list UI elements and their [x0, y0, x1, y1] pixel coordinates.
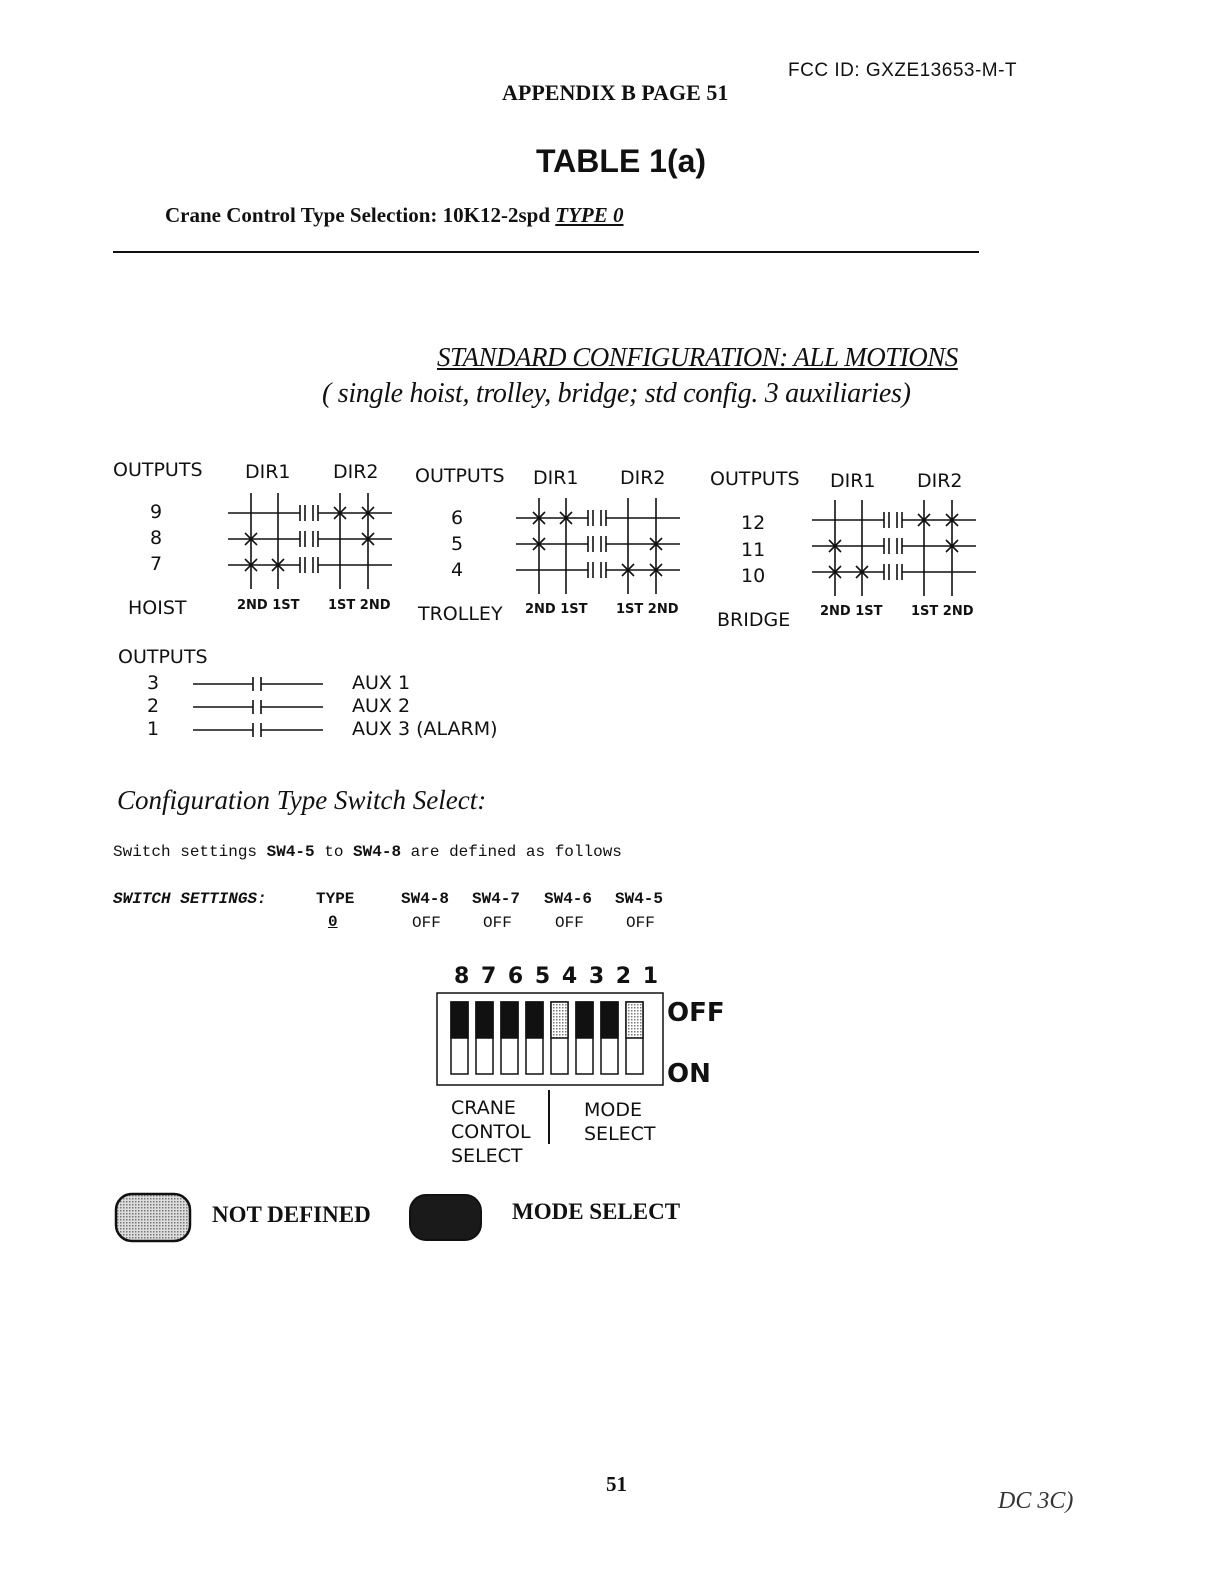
- subtitle-type: TYPE 0: [555, 203, 624, 227]
- hoist-contact-diagram: [228, 493, 394, 593]
- mode-select-caption: [584, 1098, 656, 1146]
- desc-sw4-8: SW4-8: [353, 843, 402, 861]
- hoist-name: HOIST: [128, 597, 187, 619]
- trolley-output-6: 6: [451, 507, 464, 529]
- aux-label-1: AUX 1: [352, 672, 411, 694]
- hoist-output-7: 7: [150, 553, 163, 575]
- trolley-dir2-label: DIR2: [620, 467, 666, 489]
- bridge-dir2-label: DIR2: [917, 470, 963, 492]
- aux-output-2: 2: [147, 695, 160, 717]
- trolley-contact-diagram: [516, 498, 682, 598]
- standard-config-note: ( single hoist, trolley, bridge; std config. 3 auxiliaries): [322, 378, 911, 409]
- config-heading: Configuration Type Switch Select:: [117, 785, 487, 815]
- switch-description: [113, 843, 622, 861]
- caption-mode: MODE: [584, 1099, 642, 1121]
- dip-on-label: ON: [667, 1059, 711, 1089]
- caption-contol: CONTOL: [451, 1121, 531, 1143]
- mode-select-swatch: [408, 1193, 484, 1243]
- handwritten-note: DC 3C): [998, 1488, 1074, 1514]
- caption-select: SELECT: [451, 1145, 523, 1167]
- switch-settings-label: SWITCH SETTINGS:: [113, 890, 267, 908]
- sw4-7-value: OFF: [483, 914, 512, 932]
- dip-switch: [436, 992, 666, 1088]
- hoist-right-sub: 1ST 2ND: [328, 598, 391, 613]
- aux-label-2: AUX 2: [352, 695, 411, 717]
- aux-output-1: 1: [147, 718, 160, 740]
- type-value: 0: [328, 913, 338, 931]
- sw4-5-value: OFF: [626, 914, 655, 932]
- bridge-output-11: 11: [741, 539, 766, 561]
- sw4-8-header: SW4-8: [401, 890, 450, 908]
- hoist-outputs-label: OUTPUTS: [113, 459, 203, 481]
- standard-config-heading: STANDARD CONFIGURATION: ALL MOTIONS: [437, 342, 958, 372]
- trolley-output-4: 4: [451, 559, 464, 581]
- sw4-5-header: SW4-5: [615, 890, 664, 908]
- table-title: TABLE 1(a): [536, 143, 707, 179]
- dip-off-label: OFF: [667, 998, 725, 1028]
- desc-part-c: to: [314, 843, 354, 861]
- bridge-contact-diagram: [812, 500, 978, 600]
- crane-control-caption: [451, 1096, 531, 1168]
- trolley-name: TROLLEY: [418, 603, 503, 625]
- header-rule: [113, 251, 979, 253]
- sw4-6-header: SW4-6: [544, 890, 593, 908]
- sw4-6-value: OFF: [555, 914, 584, 932]
- dip-switch-numbers: 8 7 6 5 4 3 2 1: [454, 964, 661, 989]
- trolley-outputs-label: OUTPUTS: [415, 465, 505, 487]
- trolley-dir1-label: DIR1: [533, 467, 579, 489]
- bridge-output-12: 12: [741, 512, 766, 534]
- caption-crane: CRANE: [451, 1097, 516, 1119]
- caption-mode-select: SELECT: [584, 1123, 656, 1145]
- page-number: 51: [606, 1472, 627, 1496]
- aux-label-3: AUX 3 (ALARM): [352, 718, 498, 740]
- trolley-output-5: 5: [451, 533, 464, 555]
- caption-divider: [548, 1090, 550, 1144]
- type-label: TYPE: [316, 890, 355, 908]
- aux-output-3: 3: [147, 672, 160, 694]
- subtitle-prefix: Crane Control Type Selection: 10K12-2spd: [165, 203, 556, 227]
- desc-sw4-5: SW4-5: [266, 843, 315, 861]
- desc-part-e: are defined as follows: [401, 843, 622, 861]
- bridge-right-sub: 1ST 2ND: [911, 604, 974, 619]
- legend-mode-select: MODE SELECT: [512, 1199, 681, 1224]
- hoist-output-8: 8: [150, 527, 163, 549]
- hoist-dir1-label: DIR1: [245, 461, 291, 483]
- desc-part-a: Switch settings: [113, 843, 267, 861]
- subtitle: [165, 203, 624, 228]
- trolley-left-sub: 2ND 1ST: [525, 602, 588, 617]
- fcc-id: FCC ID: GXZE13653-M-T: [788, 60, 1018, 81]
- trolley-right-sub: 1ST 2ND: [616, 602, 679, 617]
- bridge-name: BRIDGE: [717, 609, 791, 631]
- aux-contact-diagram: [193, 672, 327, 738]
- hoist-output-9: 9: [150, 501, 163, 523]
- not-defined-swatch: [114, 1192, 194, 1244]
- bridge-output-10: 10: [741, 565, 766, 587]
- bridge-left-sub: 2ND 1ST: [820, 604, 883, 619]
- sw4-8-value: OFF: [412, 914, 441, 932]
- legend-not-defined: NOT DEFINED: [212, 1202, 371, 1227]
- bridge-outputs-label: OUTPUTS: [710, 468, 800, 490]
- hoist-dir2-label: DIR2: [333, 461, 379, 483]
- appendix-heading: APPENDIX B PAGE 51: [502, 80, 729, 105]
- hoist-left-sub: 2ND 1ST: [237, 598, 300, 613]
- aux-outputs-label: OUTPUTS: [118, 646, 208, 668]
- bridge-dir1-label: DIR1: [830, 470, 876, 492]
- sw4-7-header: SW4-7: [472, 890, 521, 908]
